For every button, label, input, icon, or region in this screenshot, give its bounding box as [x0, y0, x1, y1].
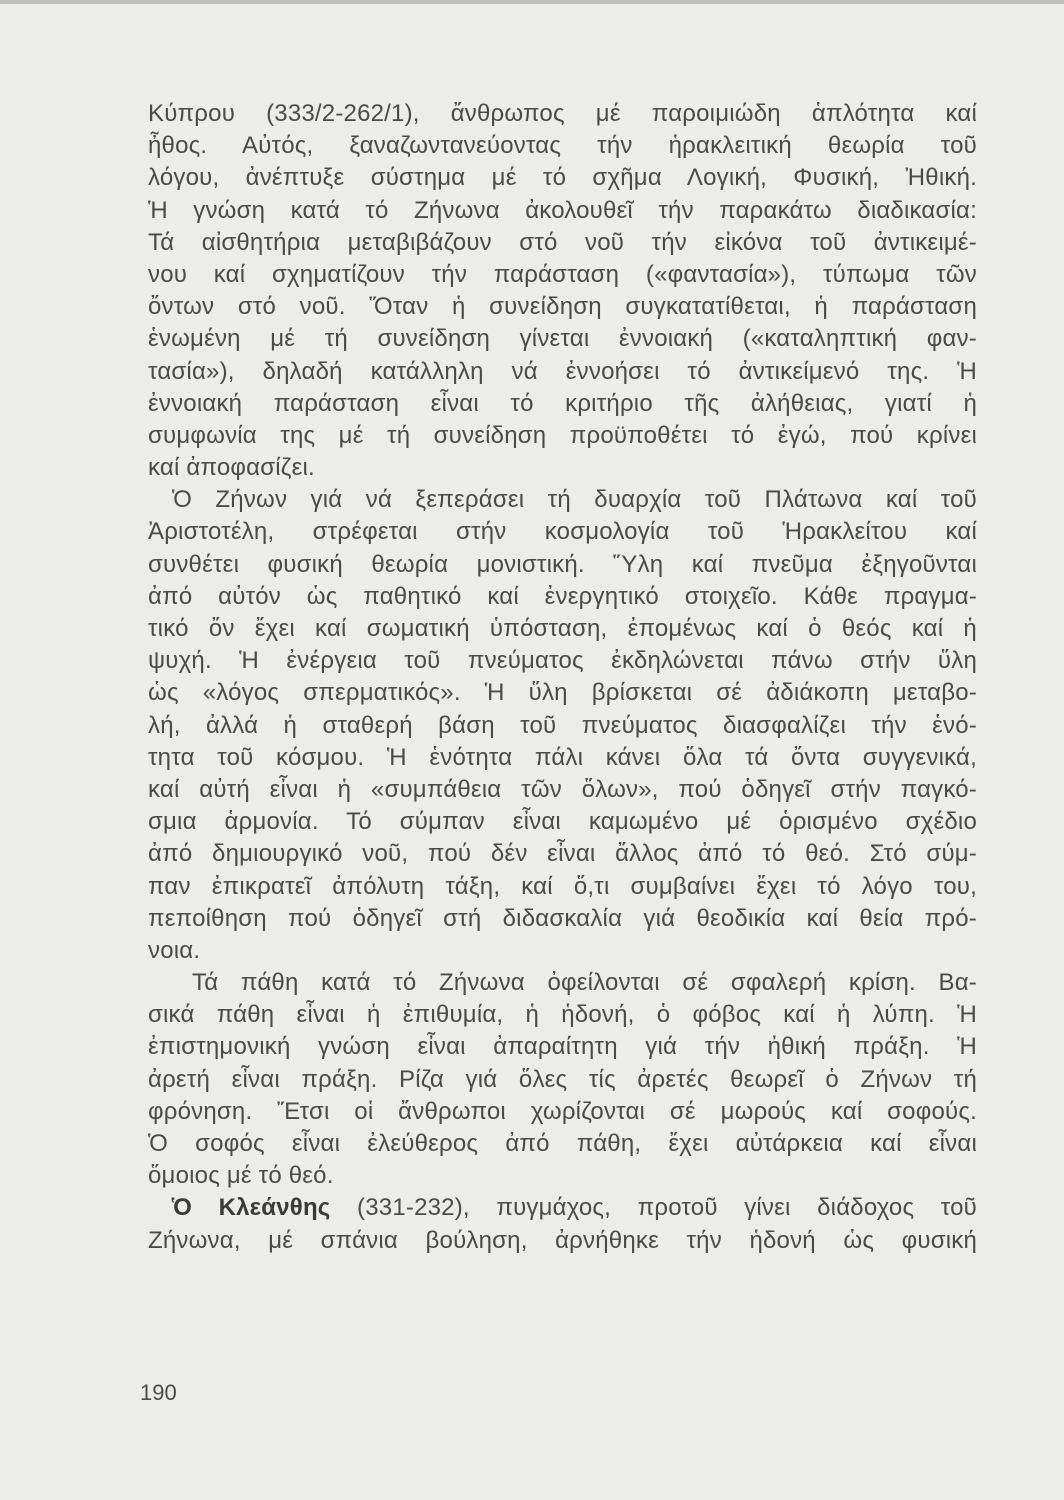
text-line: Κύπρου (333/2-262/1), ἄνθρωπος μέ παροιμιώδη ἁπλότητα καί — [148, 100, 977, 127]
text-line: Ἡ γνώση κατά τό Ζήνωνα ἀκολουθεῖ τήν παρακάτω διαδικασία: — [148, 196, 977, 224]
text-line: Ὁ σοφός εἶναι ἐλεύθερος ἀπό πάθη, ἔχει αὐτάρκεια καί εἶναι — [148, 1130, 977, 1157]
text-line: σμια ἁρμονία. Τό σύμπαν εἶναι καμωμένο μέ ὁρισμένο σχέδιο — [148, 808, 977, 836]
text-line: πεποίθηση πού ὁδηγεῖ στή διδασκαλία γιά θεοδικία καί θεία πρό- — [148, 904, 977, 932]
text-line: ἐπιστημονική γνώση εἶναι ἀπαραίτητη γιά τήν ἠθική πράξη. Ἡ — [148, 1033, 977, 1061]
text-line: Ἀριστοτέλη, στρέφεται στήν κοσμολογία τοῦ Ἡρακλείτου καί — [148, 518, 977, 546]
text-line: Ὁ Ζήνων γιά νά ξεπεράσει τή δυαρχία τοῦ Πλάτωνα καί τοῦ — [172, 486, 977, 514]
text-line: ἦθος. Αὐτός, ξαναζωντανεύοντας τήν ἡρακλειτική θεωρία τοῦ — [148, 132, 977, 160]
text-line: τικό ὄν ἔχει καί σωματική ὑπόσταση, ἐπομένως καί ὁ θεός καί ἡ — [148, 615, 977, 642]
text-line: Τά πάθη κατά τό Ζήνωνα ὀφείλονται σέ σφαλερή κρίση. Βα- — [192, 969, 977, 997]
page-number: 190 — [140, 1380, 177, 1405]
cleanthes-name: Ὁ Κλεάνθης — [172, 1194, 331, 1222]
text-line: ἀρετή εἶναι πράξη. Ρίζα γιά ὅλες τίς ἀρετές θεωρεῖ ὁ Ζήνων τή — [148, 1065, 977, 1093]
text-line: τασία»), δηλαδή κατάλληλη νά ἐννοήσει τό ἀντικείμενό της. Ἡ — [148, 357, 977, 385]
text-line: καί ἀποφασίζει. — [148, 454, 315, 482]
text-line: ὡς «λόγος σπερματικός». Ἡ ὕλη βρίσκεται σέ ἀδιάκοπη μεταβο- — [148, 679, 977, 707]
text-line — [148, 1192, 977, 1224]
text-line: τητα τοῦ κόσμου. Ἡ ἑνότητα πάλι κάνει ὅλα τά ὄντα συγγενικά, — [148, 743, 977, 771]
text-line: καί αὐτή εἶναι ἡ «συμπάθεια τῶν ὅλων», πού ὁδηγεῖ στήν παγκό- — [148, 775, 977, 803]
text-line: σικά πάθη εἶναι ἡ ἐπιθυμία, ἡ ἡδονή, ὁ φόβος καί ἡ λύπη. Ἡ — [148, 1001, 977, 1029]
page-body-text — [148, 98, 977, 1257]
page-top-edge — [0, 0, 1064, 4]
text-line: νοια. — [148, 936, 201, 964]
text-line: φρόνηση. Ἔτσι οἱ ἄνθρωποι χωρίζονται σέ μωρούς καί σοφούς. — [148, 1097, 977, 1125]
text-line: συνθέτει φυσική θεωρία μονιστική. Ὕλη καί πνεῦμα ἐξηγοῦνται — [148, 550, 977, 578]
text-line: ὅμοιος μέ τό θεό. — [148, 1162, 334, 1190]
text-line: λή, ἀλλά ἡ σταθερή βάση τοῦ πνεύματος διασφαλίζει τήν ἑνό- — [148, 711, 977, 739]
text-line: Τά αἰσθητήρια μεταβιβάζουν στό νοῦ τήν εἰκόνα τοῦ ἀντικειμέ- — [148, 228, 977, 256]
text-line: ἑνωμένη μέ τή συνείδηση γίνεται ἐννοιακή («καταληπτική φαν- — [148, 325, 977, 353]
text-line: παν ἐπικρατεῖ ἀπόλυτη τάξη, καί ὅ,τι συμβαίνει ἔχει τό λόγο του, — [148, 872, 977, 900]
text-line: ἀπό δημιουργικό νοῦ, πού δέν εἶναι ἄλλος ἀπό τό θεό. Στό σύμ- — [148, 840, 977, 868]
text-line: ἐννοιακή παράσταση εἶναι τό κριτήριο τῆς ἀλήθειας, γιατί ἡ — [148, 389, 977, 417]
text-line: ὄντων στό νοῦ. Ὅταν ἡ συνείδηση συγκατατίθεται, ἡ παράσταση — [148, 293, 977, 321]
text-line: Ζήνωνα, μέ σπάνια βούληση, ἀρνήθηκε τήν ἡδονή ὡς φυσική — [148, 1226, 977, 1254]
text-line: νου καί σχηματίζουν τήν παράσταση («φαντασία»), τύπωμα τῶν — [148, 260, 977, 288]
text-fragment: (331-232), πυγμάχος, προτοῦ γίνει διάδοχος τοῦ — [330, 1194, 977, 1222]
text-line: ψυχή. Ἡ ἐνέργεια τοῦ πνεύματος ἐκδηλώνεται πάνω στήν ὕλη — [148, 647, 977, 675]
text-line: ἀπό αὐτόν ὡς παθητικό καί ἐνεργητικό στοιχεῖο. Κάθε πραγμα- — [148, 582, 977, 610]
text-line: λόγου, ἀνέπτυξε σύστημα μέ τό σχῆμα Λογική, Φυσική, Ἠθική. — [148, 164, 977, 192]
text-line: συμφωνία της μέ τή συνείδηση προϋποθέτει τό ἐγώ, πού κρίνει — [148, 421, 977, 449]
